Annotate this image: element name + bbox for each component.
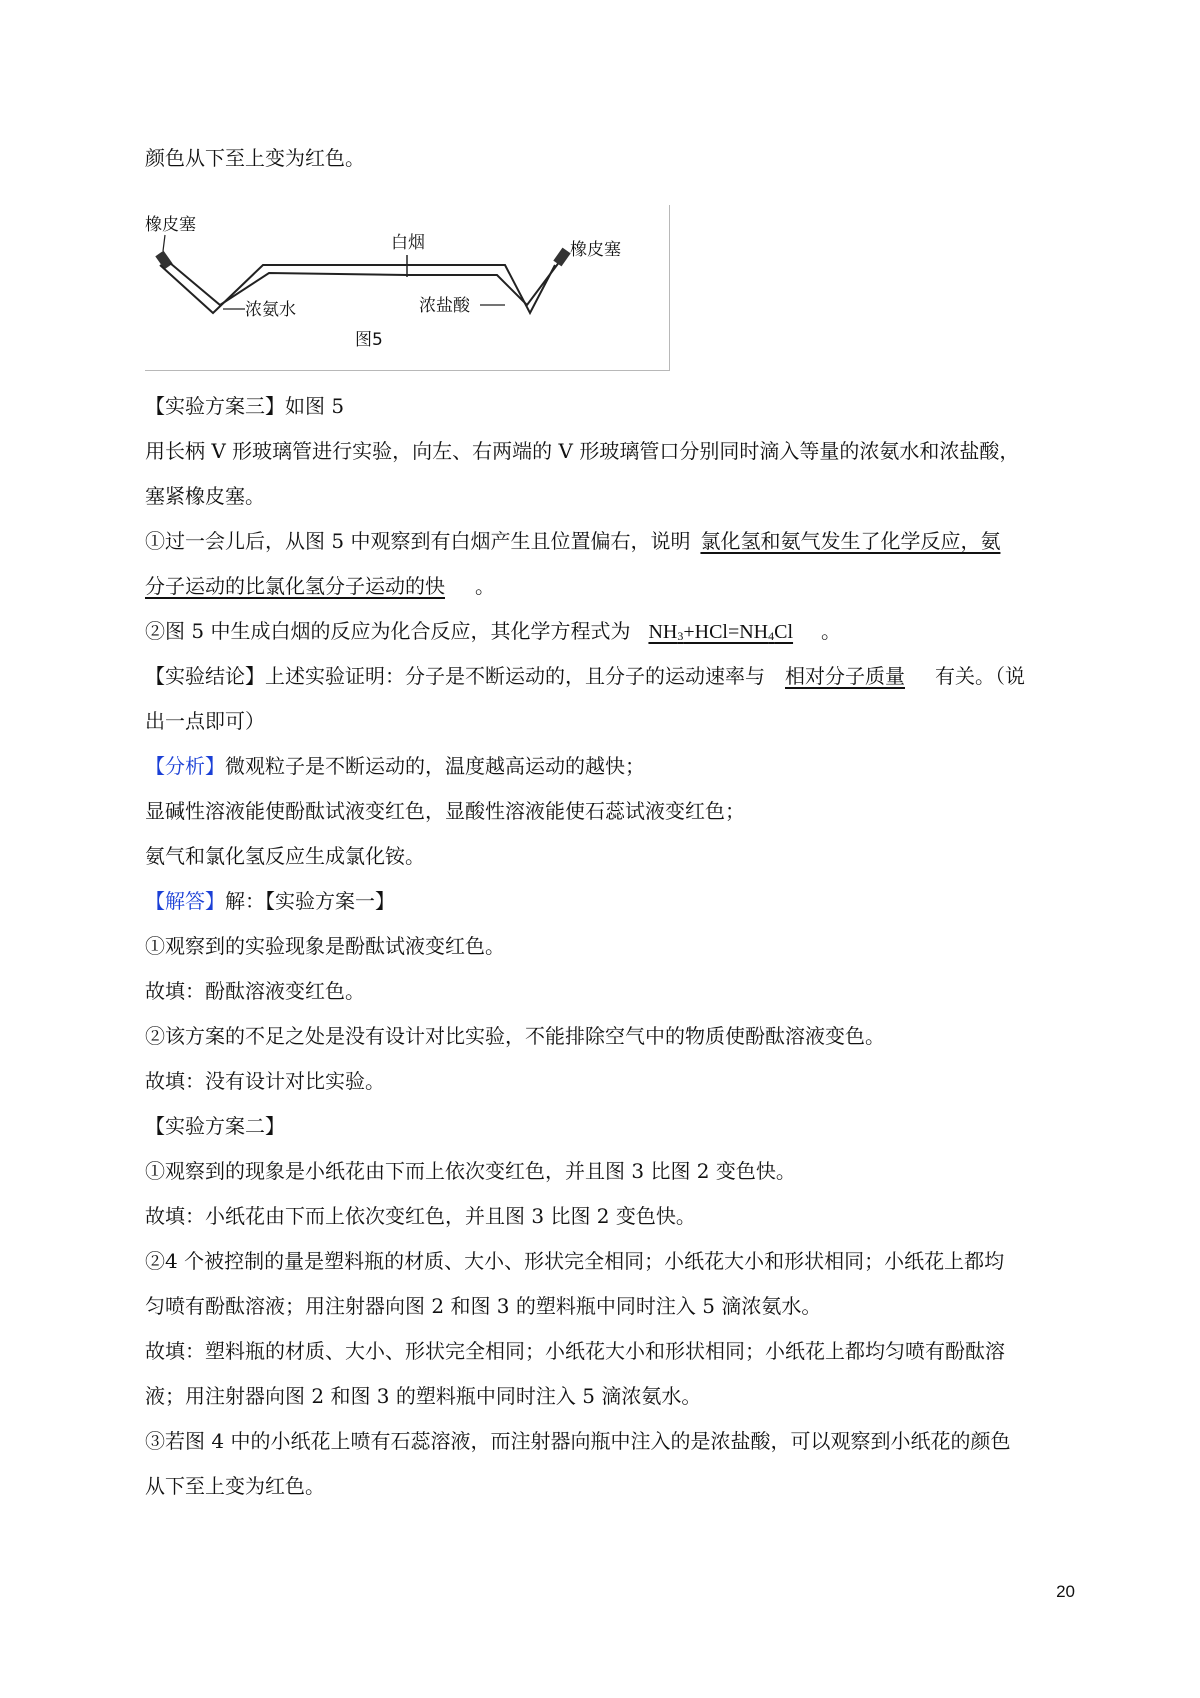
text-line: 显碱性溶液能使酚酞试液变红色，显酸性溶液能使石蕊试液变红色； bbox=[145, 799, 745, 823]
figure-caption: 图5 bbox=[355, 330, 383, 350]
text-line: 【实验方案三】如图 5 bbox=[145, 394, 345, 418]
text-line: 分子运动的比氯化氢分子运动的快 。 bbox=[145, 574, 495, 598]
text-line: ①过一会儿后，从图 5 中观察到有白烟产生且位置偏右，说明 氯化氢和氨气发生了化学反应，氨 bbox=[145, 529, 1001, 553]
left-stopper-label: 橡皮塞 bbox=[145, 215, 196, 235]
text-line: 【实验结论】上述实验证明：分子是不断运动的，且分子的运动速率与 相对分子质量 有关。（说 bbox=[145, 664, 1025, 688]
hcl-label: 浓盐酸 bbox=[419, 296, 470, 316]
answer-blank: 相对分子质量 bbox=[785, 664, 905, 688]
left-stopper-shape bbox=[155, 251, 172, 270]
tube-outer bbox=[160, 265, 555, 313]
text-line: ①观察到的现象是小纸花由下而上依次变红色，并且图 3 比图 2 变色快。 bbox=[145, 1159, 796, 1183]
text-line: ②该方案的不足之处是没有设计对比实验，不能排除空气中的物质使酚酞溶液变色。 bbox=[145, 1024, 885, 1048]
text-line: ①观察到的实验现象是酚酞试液变红色。 bbox=[145, 934, 505, 958]
text-line: 【实验方案二】 bbox=[145, 1114, 285, 1138]
text-line: ③若图 4 中的小纸花上喷有石蕊溶液，而注射器向瓶中注入的是浓盐酸，可以观察到小纸花的颜色 bbox=[145, 1429, 1011, 1453]
text-line: 塞紧橡皮塞。 bbox=[145, 484, 265, 508]
page-number: 20 bbox=[1056, 1582, 1075, 1601]
text-line: 颜色从下至上变为红色。 bbox=[145, 146, 365, 170]
text-line: 从下至上变为红色。 bbox=[145, 1474, 325, 1498]
text-line: 【分析】微观粒子是不断运动的，温度越高运动的越快； bbox=[145, 754, 645, 778]
text-line: 出一点即可） bbox=[145, 709, 265, 733]
text-line: ②图 5 中生成白烟的反应为化合反应，其化学方程式为 $NH_3+HCl=NH_4Cl$ 。 bbox=[145, 619, 842, 643]
ammonia-label: 浓氨水 bbox=[245, 300, 296, 320]
answer-blank: 氯化氢和氨气发生了化学反应，氨 bbox=[700, 529, 1001, 553]
analysis-tag: 【分析】 bbox=[145, 754, 225, 778]
smoke-label: 白烟 bbox=[391, 233, 425, 253]
figure-5-v-tube bbox=[145, 205, 670, 371]
text-line: 故填：塑料瓶的材质、大小、形状完全相同；小纸花大小和形状相同；小纸花上都均匀喷有酚酞溶 bbox=[145, 1339, 1005, 1363]
text-line: 故填：酚酞溶液变红色。 bbox=[145, 979, 365, 1003]
equation-answer: $NH_3+HCl=NH_4Cl$ bbox=[648, 621, 794, 643]
text-line: 【解答】解：【实验方案一】 bbox=[145, 889, 395, 913]
text-line: 用长柄 V 形玻璃管进行实验，向左、右两端的 V 形玻璃管口分别同时滴入等量的浓氨水和浓盐酸， bbox=[145, 439, 1020, 463]
answer-blank: 分子运动的比氯化氢分子运动的快 bbox=[145, 574, 445, 598]
right-stopper-label: 橡皮塞 bbox=[570, 240, 621, 260]
text-line: 匀喷有酚酞溶液；用注射器向图 2 和图 3 的塑料瓶中同时注入 5 滴浓氨水。 bbox=[145, 1294, 822, 1318]
solution-tag: 【解答】 bbox=[145, 889, 225, 913]
text-line: 氨气和氯化氢反应生成氯化铵。 bbox=[145, 844, 425, 868]
v-tube-diagram bbox=[145, 205, 669, 370]
text-line: ②4 个被控制的量是塑料瓶的材质、大小、形状完全相同；小纸花大小和形状相同；小纸花上都均 bbox=[145, 1249, 1005, 1273]
text-line: 液；用注射器向图 2 和图 3 的塑料瓶中同时注入 5 滴浓氨水。 bbox=[145, 1384, 702, 1408]
right-stopper-shape bbox=[553, 248, 570, 267]
text-line: 故填：小纸花由下而上依次变红色，并且图 3 比图 2 变色快。 bbox=[145, 1204, 696, 1228]
left-stopper-pointer bbox=[163, 235, 165, 251]
text-line: 故填：没有设计对比实验。 bbox=[145, 1069, 385, 1093]
